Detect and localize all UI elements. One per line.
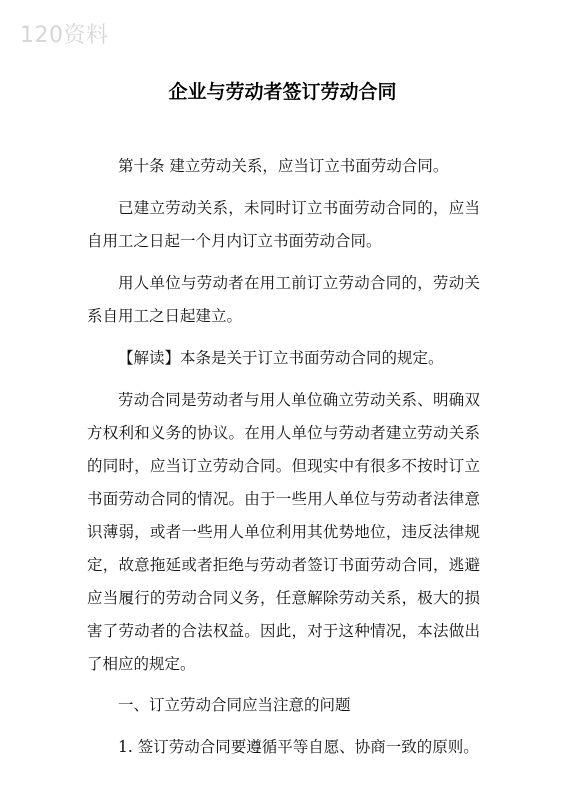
paragraph-established-relation: 已建立劳动关系，未同时订立书面劳动合同的，应当自用工之日起一个月内订立书面劳动合同。 bbox=[87, 199, 480, 250]
watermark: 120资料 bbox=[20, 23, 109, 48]
paragraph-contract-explanation: 劳动合同是劳动者与用人单位确立劳动关系、明确双方权利和义务的协议。在用人单位与劳动者建立劳动关系的同时，应当订立劳动合同。但现实中有很多不按时订立书面劳动合同的情况。由于一些用人单位与劳动者法律意识薄弱，或者一些用人单位利用其优势地位，违反法律规定，故意拖延或者拒绝与劳动者签订书面劳动合同，逃避应当履行的劳动合同义务，任意解除劳动关系，极大的损害了劳动者的合法权益。因此，对于这种情况，本法做出了相应的规定。 bbox=[87, 391, 480, 673]
paragraph-interpretation: 【解读】本条是关于订立书面劳动合同的规定。 bbox=[118, 349, 444, 367]
paragraph-article-10: 第十条 建立劳动关系，应当订立书面劳动合同。 bbox=[118, 157, 449, 175]
document-title: 企业与劳动者签订劳动合同 bbox=[168, 81, 397, 103]
list-item-principle: 1. 签订劳动合同要遵循平等自愿、协商一致的原则。 bbox=[118, 738, 479, 756]
paragraph-pre-employment: 用人单位与劳动者在用工前订立劳动合同的，劳动关系自用工之日起建立。 bbox=[87, 274, 480, 325]
document-body bbox=[87, 150, 480, 773]
section-heading-issues: 一、订立劳动合同应当注意的问题 bbox=[118, 696, 351, 714]
